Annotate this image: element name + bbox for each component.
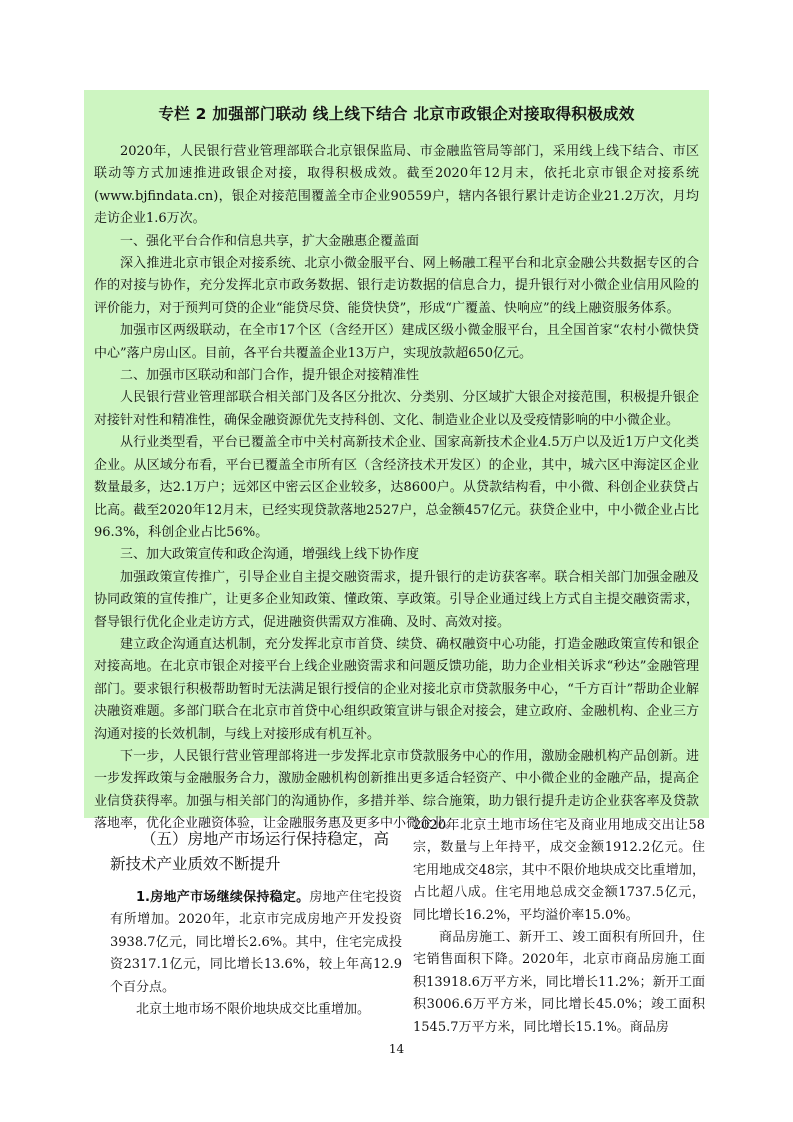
box-paragraph: 下一步，人民银行营业管理部将进一步发挥北京市贷款服务中心的作用，激励金融机构产品创新。进一步发挥政策与金融服务合力，激励金融机构创新推出更多适合轻资产、中小微企业的金融产品，提高企业信贷获得率。加强与相关部门的沟通协作，多措并举、综合施策，助力银行提升走访企业获客率及贷款落地率，优化企业融资体验，让金融服务惠及更多中小微企业。 (94, 748, 699, 832)
right-paragraph-2: 商品房施工、新开工、竣工面积有所回升，住宅销售面积下降。2020年，北京市商品房施工面积13918.6万平方米，同比增长11.2%；新开工面积3006.6万平方米，同比增长45.0%；竣工面积1545.7万平方米，同比增长15.1%。商品房 (413, 930, 705, 1035)
section-title: （五）房地产市场运行保持稳定，高新技术产业质效不断提升 (110, 830, 390, 873)
box-paragraph: 加强市区两级联动，在全市17个区（含经开区）建成区级小微金服平台，且全国首家“农村小微快贷中心”落户房山区。目前，各平台共覆盖企业13万户，实现放款超650亿元。 (94, 323, 699, 361)
box-paragraph: 建立政企沟通直达机制，充分发挥北京市首贷、续贷、确权融资中心功能，打造金融政策宣传和银企对接高地。在北京市银企对接平台上线企业融资需求和问题反馈功能，助力企业相关诉求“秒达”金融管理部门。要求银行积极帮助暂时无法满足银行授信的企业对接北京市贷款服务中心，“千方百计”帮助企业解决融资难题。多部门联合在北京市首贷中心组织政策宣讲与银企对接会，建立政府、金融机构、企业三方沟通对接的长效机制，与线上对接形成有机互补。 (94, 636, 699, 742)
box-heading-2: 二、加强市区联动和部门合作，提升银企对接精准性 (120, 368, 420, 384)
box-paragraph: 加强政策宣传推广，引导企业自主提交融资需求，提升银行的走访获客率。联合相关部门加强金融及协同政策的宣传推广，让更多企业知政策、懂政策、享政策。引导企业通过线上方式自主提交融资需求，督导银行优化企业走访方式，促进融资供需双方准确、及时、高效对接。 (94, 569, 699, 630)
box-heading-3: 三、加大政策宣传和政企沟通，增强线上线下协作度 (120, 547, 420, 563)
left-column (110, 815, 402, 1021)
right-paragraph-1: 2020年北京土地市场住宅及商业用地成交出让58宗，数量与上年持平，成交金额1912.2亿元。住宅用地成交48宗，其中不限价地块成交比重增加，占比超八成。住宅用地总成交金额1737.5亿元，同比增长16.2%，平均溢价率15.0%。 (413, 818, 705, 923)
box-paragraph: 2020年，人民银行营业管理部联合北京银保监局、市金融监管局等部门，采用线上线下结合、市区联动等方式加速推进政银企对接，取得积极成效。截至2020年12月末，依托北京市银企对接系统(www.bjfindata.cn)，银企对接范围覆盖全市企业90559户，辖内各银行累计走访企业21.2万次，月均走访企业1.6万次。 (94, 144, 699, 227)
box-paragraph: 从行业类型看，平台已覆盖全市中关村高新技术企业、国家高新技术企业4.5万户以及近1万户文化类企业。从区域分布看，平台已覆盖全市所有区（含经济技术开发区）的企业，其中，城六区中海淀区企业数量最多，达2.1万户；远郊区中密云区企业较多，达8600户。从贷款结构看，中小微、科创企业获贷占比高。截至2020年12月末，已经实现贷款落地2527户，总金额457亿元。获贷企业中，中小微企业占比96.3%，科创企业占比56%。 (94, 435, 699, 540)
page-number: 14 (388, 1042, 405, 1056)
subsection-title: 1.房地产市场继续保持稳定。 (136, 890, 310, 905)
left-paragraph-1-text: 房地产住宅投资有所增加。2020年，北京市完成房地产开发投资3938.7亿元，同比增长2.6%。其中，住宅完成投资2317.1亿元，同比增长13.6%，较上年高12.9个百分点。 (110, 890, 402, 995)
box-paragraph: 深入推进北京市银企对接系统、北京小微金服平台、网上畅融工程平台和北京金融公共数据专区的合作的对接与协作，充分发挥北京市政务数据、银行走访数据的信息合力，提升银行对小微企业信用风险的评价能力，对于预判可贷的企业“能贷尽贷、能贷快贷”，形成“广覆盖、快响应”的线上融资服务体系。 (94, 256, 699, 316)
box-title: 专栏 2 加强部门联动 线上线下结合 北京市政银企对接取得积极成效 (158, 105, 635, 123)
column-box (84, 90, 709, 832)
box-paragraph: 人民银行营业管理部联合相关部门及各区分批次、分类别、分区域扩大银企对接范围，积极提升银企对接针对性和精准性，确保金融资源优先支持科创、文化、制造业企业以及受疫情影响的中小微企业。 (94, 390, 699, 428)
box-heading-1: 一、强化平台合作和信息共享，扩大金融惠企覆盖面 (120, 233, 420, 249)
left-paragraph-2: 北京土地市场不限价地块成交比重增加。 (136, 1002, 371, 1018)
right-column (413, 815, 705, 1039)
left-paragraph-1 (110, 887, 402, 999)
